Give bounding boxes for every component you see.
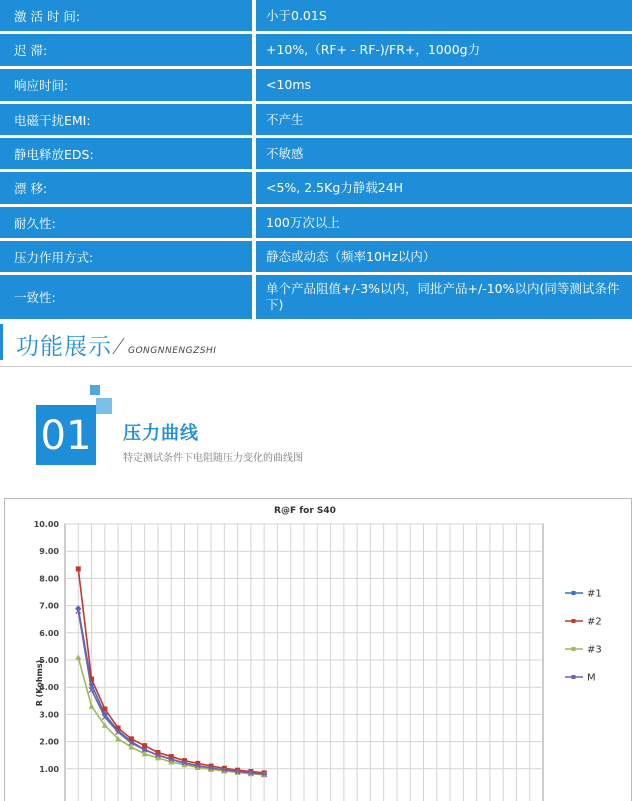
feature-number-badge: 01: [36, 405, 96, 465]
spec-row-durability: [0, 207, 632, 238]
chart-legend: [565, 589, 602, 684]
data-point: [76, 566, 81, 571]
spec-row-consistency: [0, 275, 632, 319]
data-point: [102, 706, 107, 711]
y-tick-label: 7.00: [39, 601, 59, 611]
legend-label: #2: [587, 616, 602, 628]
legend-marker: [572, 647, 576, 651]
legend-marker: [572, 619, 576, 623]
y-tick-label: 1.00: [39, 764, 59, 774]
spec-key: 静电释放EDS:: [0, 138, 252, 169]
chart-grid: [65, 524, 543, 801]
spec-row-hysteresis: [0, 34, 632, 66]
y-tick-label: 2.00: [39, 737, 59, 747]
y-tick-label: 10.00: [33, 520, 59, 529]
spec-value: <5%, 2.5Kg力静载24H: [256, 172, 632, 204]
feature-title: 压力曲线: [123, 423, 199, 444]
spec-row-response: [0, 69, 632, 101]
legend-marker: [572, 591, 576, 595]
spec-key: 激 活 时 间:: [0, 0, 252, 31]
y-axis-label: R (Kohms): [35, 659, 44, 707]
y-tick-label: 8.00: [39, 574, 59, 584]
spec-value: +10%,（RF+ - RF-)/FR+，1000g力: [256, 34, 632, 66]
spec-row-drift: [0, 172, 632, 204]
spec-value: 小于0.01S: [256, 0, 632, 31]
spec-table: [0, 0, 632, 322]
feature-description: 特定测试条件下电阻随压力变化的曲线图: [123, 453, 303, 464]
legend-label: #1: [587, 588, 602, 600]
spec-value: 静态或动态（频率10Hz以内）: [256, 241, 632, 272]
decor-square-small: [90, 385, 100, 395]
feature-block: [0, 378, 632, 488]
y-tick-label: 6.00: [39, 628, 59, 638]
spec-key: 响应时间:: [0, 69, 252, 101]
spec-key: 耐久性:: [0, 207, 252, 238]
section-accent-bar: [0, 324, 3, 360]
spec-row-esd: [0, 138, 632, 169]
decor-square-medium: [96, 398, 112, 414]
legend-label: M: [587, 672, 596, 684]
spec-key: 一致性:: [0, 275, 252, 319]
chart-svg: [5, 499, 631, 801]
legend-item: [565, 673, 596, 684]
legend-item: [565, 617, 602, 628]
spec-row-force-mode: [0, 241, 632, 272]
legend-label: #3: [587, 644, 602, 656]
legend-marker: [572, 675, 576, 679]
y-tick-label: 5.00: [39, 656, 59, 665]
y-axis-ticks: [34, 520, 60, 774]
section-header: [0, 318, 632, 368]
spec-key: 电磁干扰EMI:: [0, 104, 252, 135]
spec-key: 迟 滞:: [0, 34, 252, 66]
spec-value: 100万次以上: [256, 207, 632, 238]
chart-title: R@F for S40: [274, 506, 336, 516]
data-point: [89, 703, 95, 709]
legend-item: [565, 589, 602, 600]
spec-key: 压力作用方式:: [0, 241, 252, 272]
legend-item: [565, 645, 602, 656]
spec-key: 漂 移:: [0, 172, 252, 204]
spec-value: 不产生: [256, 104, 632, 135]
spec-value: 不敏感: [256, 138, 632, 169]
section-title: 功能展示: [16, 334, 112, 360]
section-divider-line: [0, 366, 632, 367]
y-tick-label: 9.00: [39, 547, 59, 557]
spec-value: 单个产品阻值+/-3%以内，同批产品+/-10%以内(同等测试条件下): [256, 275, 632, 319]
section-subtitle: GONGNNENGZSHI: [128, 346, 217, 356]
spec-row-activation: [0, 0, 632, 31]
y-tick-label: 3.00: [39, 710, 59, 720]
spec-row-emi: [0, 104, 632, 135]
resistance-force-chart: [4, 498, 632, 801]
data-point: [75, 654, 81, 660]
spec-value: <10ms: [256, 69, 632, 101]
y-tick-label: 4.00: [39, 683, 59, 693]
